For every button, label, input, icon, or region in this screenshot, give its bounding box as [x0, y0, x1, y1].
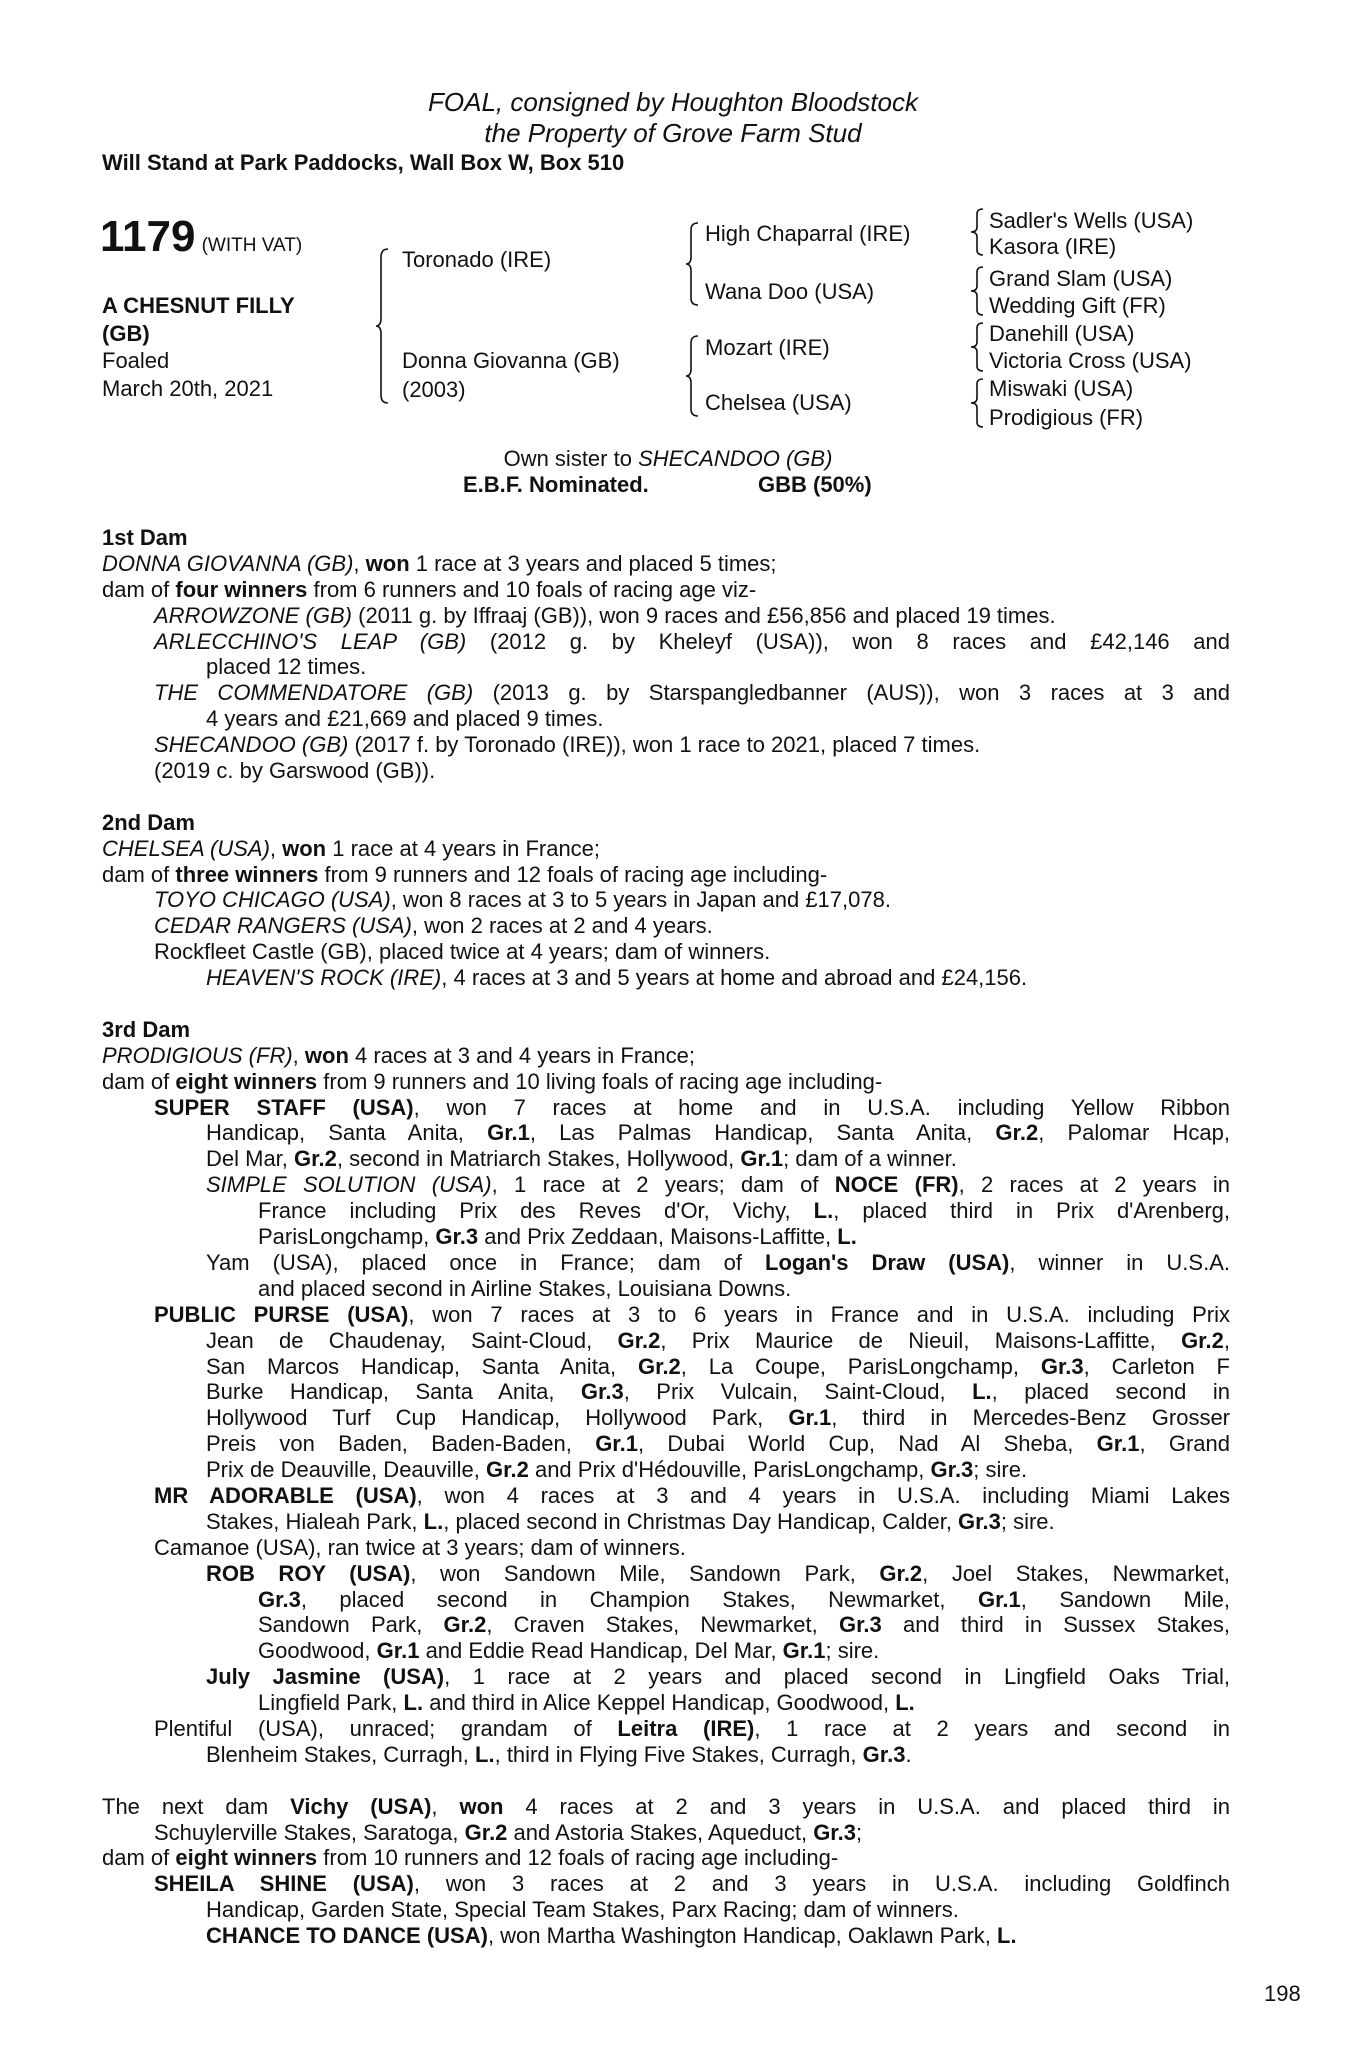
text-segment: ; sire. [973, 1457, 1028, 1483]
text-segment: Jean de Chaudenay, Saint-Cloud, [206, 1327, 618, 1353]
text-line [0, 1302, 1346, 1328]
pedigree-grandparent: High Chaparral (IRE) [705, 221, 911, 246]
text-segment: and third in Alice Keppel Handicap, Goodwood, [423, 1690, 896, 1716]
text-segment: , won 4 races at 3 and 4 years in U.S.A. including Miami Lakes [416, 1482, 1230, 1508]
pedigree-sire: Toronado (IRE) [402, 247, 552, 272]
text-segment: , [1223, 1327, 1230, 1353]
bold-text: Gr.3 [435, 1224, 479, 1250]
record-paragraph [0, 1095, 1346, 1173]
text-line [0, 1172, 1346, 1198]
horse-name-italic: PRODIGIOUS (FR) [102, 1042, 293, 1068]
record-paragraph [0, 629, 1346, 681]
text-line [0, 1742, 1346, 1768]
text-segment: Camanoe (USA), ran twice at 3 years; dam of winners. [154, 1534, 686, 1560]
text-line [0, 1483, 1346, 1509]
text-segment: , 1 race at 2 years and second in [754, 1715, 1230, 1741]
text-line [0, 1871, 1346, 1897]
text-line [0, 551, 1346, 577]
bold-text: PUBLIC PURSE (USA) [154, 1301, 409, 1327]
record-paragraph [0, 1302, 1346, 1483]
text-segment: 1 race at 3 years and placed 5 times; [409, 550, 777, 576]
text-segment: 4 races at 2 and 3 years in U.S.A. and placed third in [503, 1793, 1230, 1819]
horse-name-italic: HEAVEN'S ROCK (IRE) [206, 965, 442, 991]
bold-text: Gr.3 [258, 1586, 301, 1612]
text-segment: ParisLongchamp, [258, 1224, 436, 1250]
text-line [0, 680, 1346, 706]
text-segment: San Marcos Handicap, Santa Anita, [206, 1353, 638, 1379]
text-segment: (2019 c. by Garswood (GB)). [154, 758, 436, 784]
pedigree-brace [970, 322, 984, 372]
text-segment: , Carleton F [1083, 1353, 1230, 1379]
pedigree-brace [685, 222, 699, 306]
record-paragraph [0, 1845, 1346, 1871]
bold-text: Gr.2 [637, 1353, 681, 1379]
text-segment: , placed third in Prix d'Arenberg, [833, 1198, 1230, 1224]
record-paragraph [0, 939, 1346, 965]
text-segment: , [292, 1042, 305, 1068]
pedigree-grandparent: Wana Doo (USA) [705, 279, 875, 304]
text-segment: Del Mar, [206, 1146, 295, 1172]
text-segment: 4 races at 3 and 4 years in France; [348, 1042, 695, 1068]
record-paragraph [0, 1535, 1346, 1561]
text-segment: ; [856, 1819, 863, 1845]
bold-text: Gr.3 [813, 1819, 856, 1845]
text-segment: , placed second in Christmas Day Handicap, Calder, [443, 1508, 959, 1534]
text-segment: , Grand [1139, 1431, 1230, 1457]
bold-text: Gr.2 [617, 1327, 661, 1353]
bold-text: ROB ROY (USA) [206, 1560, 411, 1586]
property-line: the Property of Grove Farm Stud [484, 118, 862, 148]
horse-name-italic: CHELSEA (USA) [102, 835, 270, 861]
text-segment: and Astoria Stakes, Aqueduct, [507, 1819, 814, 1845]
pedigree-great-grandparent: Danehill (USA) [989, 321, 1135, 346]
text-segment: , placed second in Champion Stakes, Newmarket, [300, 1586, 978, 1612]
lot-number-block [100, 212, 302, 271]
pedigree-great-grandparent: Victoria Cross (USA) [989, 348, 1192, 373]
text-line [0, 1328, 1346, 1354]
record-paragraph [0, 1871, 1346, 1923]
bold-text: Gr.2 [1181, 1327, 1224, 1353]
bold-text: Gr.1 [977, 1586, 1021, 1612]
horse-name-italic: ARLECCHINO'S LEAP (GB) [154, 628, 467, 654]
sister-name: SHECANDOO (GB) [638, 446, 833, 471]
text-line [0, 1043, 1346, 1069]
text-line [0, 1897, 1346, 1923]
text-line [0, 1820, 1346, 1846]
bold-text: NOCE (FR) [834, 1172, 959, 1198]
text-line [0, 1638, 1346, 1664]
bold-text: Gr.2 [464, 1819, 508, 1845]
pedigree-great-grandparent: Sadler's Wells (USA) [989, 208, 1194, 233]
horse-name-italic: SHECANDOO (GB) [154, 732, 349, 758]
record-paragraph [0, 1069, 1346, 1095]
record-paragraph [0, 732, 1346, 758]
record-paragraph [0, 836, 1346, 862]
text-segment: , won 3 races at 2 and 3 years in U.S.A. including Goldfinch [413, 1871, 1230, 1897]
text-segment: dam of [102, 1068, 176, 1094]
record-paragraph [0, 603, 1346, 629]
pedigree-brace [970, 378, 984, 428]
record-paragraph [0, 1250, 1346, 1302]
text-line [0, 1561, 1346, 1587]
horse-name-italic: THE COMMENDATORE (GB) [154, 680, 474, 706]
bold-text: won [304, 1042, 349, 1068]
text-segment: dam of [102, 576, 176, 602]
text-segment: (2012 g. by Kheleyf (USA)), won 8 races and £42,146 and [466, 628, 1230, 654]
text-line [0, 1794, 1346, 1820]
text-segment: 1 race at 4 years in France; [326, 835, 601, 861]
text-segment: Goodwood, [258, 1638, 377, 1664]
text-segment: , [353, 550, 366, 576]
text-line [0, 1587, 1346, 1613]
text-segment: from 10 runners and 12 foals of racing age including- [317, 1845, 839, 1871]
text-segment: , Prix Vulcain, Saint-Cloud, [623, 1379, 973, 1405]
record-paragraph [0, 758, 1346, 784]
text-segment: Blenheim Stakes, Curragh, [206, 1741, 476, 1767]
pedigree-brace [375, 248, 389, 404]
text-line [0, 1923, 1346, 1949]
horse-name-italic: DONNA GIOVANNA (GB) [102, 550, 354, 576]
page-number: 198 [1264, 1981, 1301, 2006]
record-paragraph [0, 1172, 1346, 1250]
bold-text: L. [837, 1224, 857, 1250]
vat-label: (WITH VAT) [201, 235, 303, 256]
text-line [0, 836, 1346, 862]
bold-text: L. [423, 1508, 444, 1534]
bold-text: Leitra (IRE) [617, 1715, 755, 1741]
text-segment: Stakes, Hialeah Park, [206, 1508, 424, 1534]
pedigree-great-grandparent: Kasora (IRE) [989, 234, 1117, 259]
text-line [0, 1509, 1346, 1535]
text-line [0, 1535, 1346, 1561]
text-segment: , second in Matriarch Stakes, Hollywood, [336, 1146, 741, 1172]
pedigree-section [0, 1017, 1346, 1768]
record-paragraph [0, 1561, 1346, 1665]
bold-text: CHANCE TO DANCE (USA) [206, 1923, 488, 1949]
pedigree-brace [685, 335, 699, 417]
text-segment: Lingfield Park, [258, 1690, 404, 1716]
bold-text: L. [813, 1198, 834, 1224]
bold-text: Gr.2 [995, 1120, 1039, 1146]
text-line [0, 706, 1346, 732]
foaled-date: March 20th, 2021 [102, 376, 274, 401]
horse-name-italic: TOYO CHICAGO (USA) [154, 887, 391, 913]
horse-name: A CHESNUT FILLY [102, 293, 295, 318]
bold-text: Gr.2 [443, 1612, 487, 1638]
text-segment: , 1 race at 2 years and placed second in Lingfield Oaks Trial, [444, 1664, 1230, 1690]
text-line [0, 965, 1346, 991]
text-segment: ; sire. [825, 1638, 880, 1664]
text-segment: (2011 g. by Iffraaj (GB)), won 9 races and £56,856 and placed 19 times. [352, 602, 1056, 628]
text-line [0, 1198, 1346, 1224]
bold-text: L. [895, 1690, 915, 1716]
text-segment: (2013 g. by Starspangledbanner (AUS)), won 3 races at 3 and [473, 680, 1230, 706]
text-segment: (2017 f. by Toronado (IRE)), won 1 race to 2021, placed 7 times. [348, 732, 981, 758]
text-line [0, 1069, 1346, 1095]
text-segment: , won 2 races at 2 and 4 years. [411, 913, 713, 939]
bold-text: L. [475, 1741, 495, 1767]
bold-text: won [459, 1793, 504, 1819]
text-segment: Schuylerville Stakes, Saratoga, [154, 1819, 465, 1845]
text-segment: and placed second in Airline Stakes, Louisiana Downs. [258, 1275, 792, 1301]
record-paragraph [0, 913, 1346, 939]
pedigree-dam: Donna Giovanna (GB) [402, 348, 620, 373]
horse-name-italic: CEDAR RANGERS (USA) [154, 913, 412, 939]
text-line [0, 758, 1346, 784]
record-paragraph [0, 1923, 1346, 1949]
text-segment: and Eddie Read Handicap, Del Mar, [419, 1638, 783, 1664]
text-segment: , Craven Stakes, Newmarket, [486, 1612, 839, 1638]
bold-text: Gr.3 [1040, 1353, 1084, 1379]
text-segment: ; sire. [1000, 1508, 1055, 1534]
text-segment: Handicap, Garden State, Special Team Stakes, Parx Racing; dam of winners. [206, 1897, 959, 1923]
bold-text: L. [972, 1379, 992, 1405]
text-segment: , won Martha Washington Handicap, Oaklawn Park, [487, 1923, 998, 1949]
text-segment: from 9 runners and 12 foals of racing age including- [318, 861, 828, 887]
text-line [0, 603, 1346, 629]
bold-text: MR ADORABLE (USA) [154, 1482, 417, 1508]
text-segment: and Prix Zeddaan, Maisons-Laffitte, [478, 1224, 838, 1250]
bold-text: Gr.2 [879, 1560, 923, 1586]
record-paragraph [0, 965, 1346, 991]
text-segment: The next dam [102, 1793, 291, 1819]
text-line [0, 1612, 1346, 1638]
bold-text: Gr.3 [838, 1612, 882, 1638]
pedigree-brace [970, 208, 984, 256]
pedigree-grandparent: Mozart (IRE) [705, 335, 830, 360]
text-line [0, 1457, 1346, 1483]
text-segment: from 9 runners and 10 living foals of racing age including- [317, 1068, 883, 1094]
text-segment: 4 years and £21,669 and placed 9 times. [206, 706, 604, 732]
horse-origin: (GB) [102, 321, 150, 346]
sister-prefix: Own sister to [503, 446, 639, 471]
text-segment: , placed second in [991, 1379, 1230, 1405]
text-line [0, 732, 1346, 758]
text-line [0, 1354, 1346, 1380]
record-paragraph [0, 887, 1346, 913]
bold-text: L. [997, 1923, 1017, 1949]
text-segment: , won 8 races at 3 to 5 years in Japan and £17,078. [390, 887, 891, 913]
bold-text: won [282, 835, 327, 861]
text-line [0, 1690, 1346, 1716]
pedigree-great-grandparent: Grand Slam (USA) [989, 266, 1173, 291]
text-segment: ; dam of a winner. [783, 1146, 957, 1172]
text-segment: Plentiful (USA), unraced; grandam of [154, 1715, 618, 1741]
text-segment: Sandown Park, [258, 1612, 444, 1638]
bold-text: won [365, 550, 410, 576]
pedigree-great-grandparent: Miswaki (USA) [989, 376, 1134, 401]
section-heading: 2nd Dam [102, 809, 195, 835]
text-segment: Yam (USA), placed once in France; dam of [206, 1249, 766, 1275]
text-segment: Burke Handicap, Santa Anita, [206, 1379, 581, 1405]
bold-text: Gr.3 [862, 1741, 906, 1767]
bold-text: three winners [175, 861, 319, 887]
text-segment: dam of [102, 861, 176, 887]
text-segment: , 2 races at 2 years in [958, 1172, 1231, 1198]
pedigree-great-grandparent: Wedding Gift (FR) [989, 293, 1166, 318]
bold-text: Gr.3 [958, 1508, 1001, 1534]
text-segment: France including Prix des Reves d'Or, Vichy, [258, 1198, 814, 1224]
record-paragraph [0, 577, 1346, 603]
bold-text: Gr.1 [740, 1146, 784, 1172]
bold-text: Gr.1 [595, 1431, 638, 1457]
text-line [0, 577, 1346, 603]
bold-text: SUPER STAFF (USA) [154, 1094, 414, 1120]
text-line [0, 1276, 1346, 1302]
text-line [0, 1224, 1346, 1250]
bold-text: Gr.1 [782, 1638, 826, 1664]
section-heading: 3rd Dam [102, 1016, 191, 1042]
bold-text: eight winners [175, 1068, 318, 1094]
text-line [0, 1405, 1346, 1431]
text-line [0, 1146, 1346, 1172]
horse-name-italic: ARROWZONE (GB) [154, 602, 352, 628]
ebf-nomination: E.B.F. Nominated. [463, 472, 649, 497]
bold-text: Gr.1 [487, 1120, 530, 1146]
bold-text: SHEILA SHINE (USA) [154, 1871, 414, 1897]
bold-text: L. [403, 1690, 424, 1716]
lot-number: 1179 [100, 212, 196, 261]
record-paragraph [0, 680, 1346, 732]
record-paragraph [0, 1664, 1346, 1716]
pedigree-dam-year: (2003) [402, 377, 466, 402]
bold-text: Gr.2 [486, 1457, 529, 1483]
record-paragraph [0, 551, 1346, 577]
text-line [0, 1095, 1346, 1121]
text-segment: , Palomar Hcap, [1038, 1120, 1231, 1146]
text-segment: , [431, 1793, 460, 1819]
text-segment: and Prix d'Hédouville, ParisLongchamp, [528, 1457, 931, 1483]
text-segment: , 1 race at 2 years; dam of [491, 1172, 835, 1198]
text-segment: , third in Flying Five Stakes, Curragh, [494, 1741, 863, 1767]
bold-text: eight winners [175, 1845, 318, 1871]
record-paragraph [0, 1794, 1346, 1846]
record-paragraph [0, 1043, 1346, 1069]
text-segment: Hollywood Turf Cup Handicap, Hollywood Park, [206, 1405, 789, 1431]
pedigree-section [0, 810, 1346, 991]
bold-text: Gr.1 [1096, 1431, 1140, 1457]
text-segment: Handicap, Santa Anita, [206, 1120, 488, 1146]
text-line [0, 1250, 1346, 1276]
text-segment: and third in Sussex Stakes, [881, 1612, 1231, 1638]
consignor-line: FOAL, consigned by Houghton Bloodstock [428, 87, 918, 117]
record-paragraph [0, 862, 1346, 888]
bold-text: July Jasmine (USA) [206, 1664, 445, 1690]
text-segment: , 4 races at 3 and 5 years at home and abroad and £24,156. [441, 965, 1028, 991]
text-line [0, 862, 1346, 888]
bold-text: Gr.2 [294, 1146, 337, 1172]
text-line [0, 1716, 1346, 1742]
text-line [0, 654, 1346, 680]
bold-text: Vichy (USA) [290, 1793, 432, 1819]
text-segment: , Sandown Mile, [1020, 1586, 1230, 1612]
text-line [0, 1845, 1346, 1871]
text-line [0, 1120, 1346, 1146]
horse-name-italic: SIMPLE SOLUTION (USA) [206, 1172, 492, 1198]
text-line [0, 629, 1346, 655]
text-segment: dam of [102, 1845, 176, 1871]
text-segment: Rockfleet Castle (GB), placed twice at 4 years; dam of winners. [154, 939, 771, 965]
text-segment: placed 12 times. [206, 654, 367, 680]
text-segment: , Prix Maurice de Nieuil, Maisons-Laffitte, [660, 1327, 1182, 1353]
text-segment: , won 7 races at home and in U.S.A. including Yellow Ribbon [413, 1094, 1230, 1120]
gbb-badge: GBB (50%) [758, 472, 872, 497]
pedigree-grandparent: Chelsea (USA) [705, 390, 852, 415]
text-segment: , [269, 835, 283, 861]
text-segment: , winner in U.S.A. [1009, 1249, 1230, 1275]
pedigree-section [0, 1794, 1346, 1949]
text-segment: , won Sandown Mile, Sandown Park, [410, 1560, 880, 1586]
section-heading: 1st Dam [102, 525, 188, 550]
text-segment: Preis von Baden, Baden-Baden, [206, 1431, 596, 1457]
text-segment: . [905, 1741, 912, 1767]
text-segment: , Dubai World Cup, Nad Al Sheba, [638, 1431, 1097, 1457]
record-paragraph [0, 1716, 1346, 1768]
text-segment: , La Coupe, ParisLongchamp, [680, 1353, 1041, 1379]
bold-text: Gr.1 [376, 1638, 420, 1664]
text-line [0, 1664, 1346, 1690]
record-paragraph [0, 1483, 1346, 1535]
bold-text: Gr.3 [930, 1457, 974, 1483]
pedigree-section [0, 525, 1346, 784]
bold-text: Gr.1 [788, 1405, 832, 1431]
text-line [0, 1431, 1346, 1457]
bold-text: Logan's Draw (USA) [765, 1249, 1010, 1275]
foaled-label: Foaled [102, 348, 170, 373]
text-segment: , Las Palmas Handicap, Santa Anita, [529, 1120, 996, 1146]
text-line [0, 887, 1346, 913]
pedigree-great-grandparent: Prodigious (FR) [989, 405, 1144, 430]
sister-note [0, 446, 1336, 472]
text-line [0, 939, 1346, 965]
text-segment: from 6 runners and 10 foals of racing age viz- [307, 576, 757, 602]
location-line: Will Stand at Park Paddocks, Wall Box W, Box 510 [102, 150, 625, 175]
text-segment: , Joel Stakes, Newmarket, [922, 1560, 1230, 1586]
text-segment: , won 7 races at 3 to 6 years in France and in U.S.A. including Prix [408, 1301, 1231, 1327]
text-segment: Prix de Deauville, Deauville, [206, 1457, 487, 1483]
text-segment: , third in Mercedes-Benz Grosser [831, 1405, 1230, 1431]
catalogue-body [0, 525, 1346, 1975]
pedigree-brace [970, 266, 984, 316]
bold-text: Gr.3 [580, 1379, 624, 1405]
text-line [0, 913, 1346, 939]
bold-text: four winners [175, 576, 308, 602]
text-line [0, 1379, 1346, 1405]
